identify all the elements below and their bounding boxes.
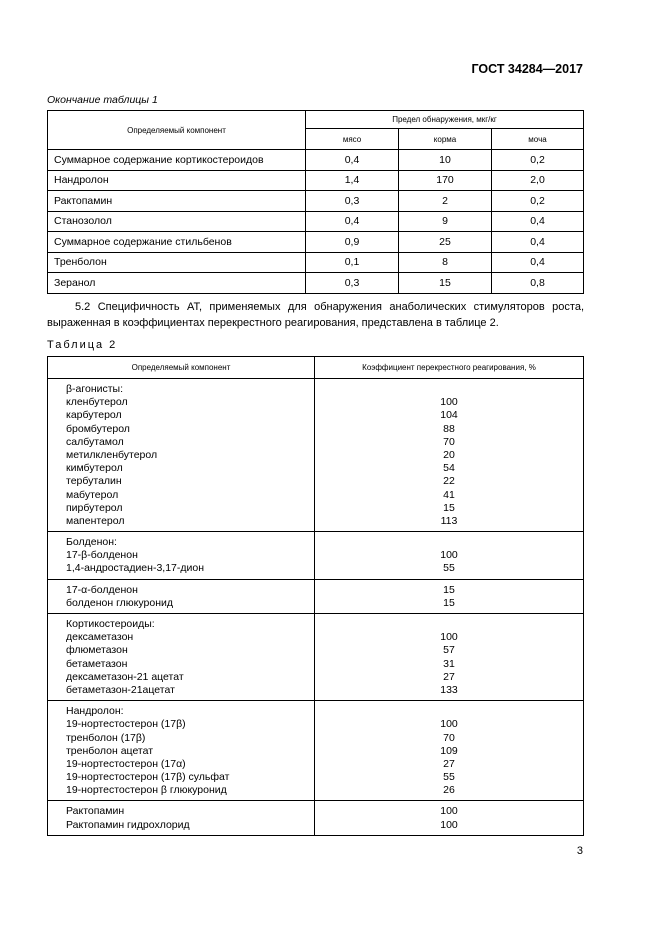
value-urine: 0,4 xyxy=(492,232,584,253)
value-meat: 0,4 xyxy=(306,211,399,232)
component-names-cell xyxy=(48,579,315,613)
coefficient-value: 27 xyxy=(443,757,455,770)
component-name: салбутамол xyxy=(66,435,124,448)
component-name: 17-α-болденон xyxy=(66,583,138,596)
table2-header-coefficient: Коэффициент перекрестного реагирования, % xyxy=(315,357,584,379)
component-name: тренболон (17β) xyxy=(66,731,146,744)
coefficient-value: 100 xyxy=(440,631,458,644)
table-row xyxy=(48,191,584,212)
component-name: 19-нортестостерон (17β) сульфат xyxy=(66,771,230,784)
table1-caption: Окончание таблицы 1 xyxy=(47,94,158,106)
component-names-cell xyxy=(48,801,315,835)
value-urine: 0,2 xyxy=(492,150,584,171)
coefficient-value: 88 xyxy=(443,422,455,435)
coefficient-value xyxy=(315,536,583,549)
table-row-group xyxy=(48,614,584,701)
component-name: бромбутерол xyxy=(66,422,130,435)
paragraph-5-2: 5.2 Специфичность АТ, применяемых для обнаружения анаболических стимуляторов роста, выраженная в коэффициентах перекрестного реагирования, представлена в таблице 2. xyxy=(47,301,584,329)
coefficient-value: 100 xyxy=(440,718,458,731)
value-urine: 0,4 xyxy=(492,252,584,273)
component-name: флюметазон xyxy=(66,644,128,657)
component-name: 19-нортестостерон (17β) xyxy=(66,718,186,731)
coefficient-values-cell xyxy=(315,614,584,701)
component-name: бетаметазон xyxy=(66,657,128,670)
coefficient-value: 15 xyxy=(443,596,455,609)
coefficient-value: 100 xyxy=(440,396,458,409)
table1-header-meat: мясо xyxy=(306,129,399,150)
value-meat: 1,4 xyxy=(306,170,399,191)
table2-header-component: Определяемый компонент xyxy=(48,357,315,379)
component-name: Нандролон: xyxy=(66,705,124,718)
coefficient-value: 70 xyxy=(443,435,455,448)
table1-header-feed: корма xyxy=(399,129,492,150)
coefficient-value: 22 xyxy=(443,475,455,488)
coefficient-value: 31 xyxy=(443,657,455,670)
value-meat: 0,3 xyxy=(306,191,399,212)
coefficient-value: 100 xyxy=(440,805,458,818)
value-meat: 0,9 xyxy=(306,232,399,253)
component-name: 19-нортестостерон β глюкуронид xyxy=(66,784,227,797)
component-name: пирбутерол xyxy=(66,501,123,514)
component-name: β-агонисты: xyxy=(66,383,124,395)
value-meat: 0,1 xyxy=(306,252,399,273)
table-row xyxy=(48,232,584,253)
coefficient-values-cell xyxy=(315,379,584,532)
component-name: Рактопамин xyxy=(48,191,306,212)
table2-caption: Таблица 2 xyxy=(47,339,118,351)
component-names-cell xyxy=(48,614,315,701)
component-name: Рактопамин гидрохлорид xyxy=(66,818,190,831)
component-name: тербуталин xyxy=(66,475,122,488)
component-names-cell xyxy=(48,701,315,801)
table-row xyxy=(48,150,584,171)
coefficient-value: 55 xyxy=(443,771,455,784)
component-names-cell xyxy=(48,379,315,532)
component-name: 1,4-андростадиен-3,17-дион xyxy=(66,562,205,575)
value-feed: 8 xyxy=(399,252,492,273)
component-name: дексаметазон-21 ацетат xyxy=(66,670,184,683)
coefficient-value: 104 xyxy=(440,409,458,422)
table-row-group xyxy=(48,701,584,801)
component-name: дексаметазон xyxy=(66,631,134,644)
component-name: кимбутерол xyxy=(66,462,123,475)
component-name: кленбутерол xyxy=(66,396,128,409)
value-feed: 25 xyxy=(399,232,492,253)
component-name: Станозолол xyxy=(48,211,306,232)
value-meat: 0,4 xyxy=(306,150,399,171)
value-urine: 0,2 xyxy=(492,191,584,212)
coefficient-value: 20 xyxy=(443,448,455,461)
component-name: Кортикостероиды: xyxy=(66,618,155,630)
component-name: мабутерол xyxy=(66,488,119,501)
table-row-group xyxy=(48,379,584,532)
table-row xyxy=(48,170,584,191)
coefficient-value: 100 xyxy=(440,549,458,562)
coefficient-value: 15 xyxy=(443,583,455,596)
value-feed: 15 xyxy=(399,273,492,294)
value-meat: 0,3 xyxy=(306,273,399,294)
coefficient-value: 27 xyxy=(443,670,455,683)
component-name: Суммарное содержание стильбенов xyxy=(48,232,306,253)
component-name: Рактопамин xyxy=(66,805,125,818)
component-name: карбутерол xyxy=(66,409,122,422)
coefficient-values-cell xyxy=(315,701,584,801)
component-name: Болденон: xyxy=(66,536,117,549)
coefficient-value: 15 xyxy=(443,501,455,514)
value-feed: 10 xyxy=(399,150,492,171)
coefficient-value: 109 xyxy=(440,744,458,757)
component-name: Нандролон xyxy=(48,170,306,191)
component-name: Суммарное содержание кортикостероидов xyxy=(48,150,306,171)
coefficient-value xyxy=(315,705,583,718)
coefficient-value: 41 xyxy=(443,488,455,501)
table1-header-detection-limit: Предел обнаружения, мкг/кг xyxy=(306,111,584,129)
table-row-group xyxy=(48,579,584,613)
coefficient-value: 133 xyxy=(440,683,458,696)
coefficient-value: 55 xyxy=(443,562,455,575)
component-name: болденон глюкуронид xyxy=(66,596,173,609)
table2 xyxy=(47,356,584,836)
value-urine: 0,4 xyxy=(492,211,584,232)
coefficient-value: 70 xyxy=(443,731,455,744)
component-names-cell xyxy=(48,532,315,580)
component-name: бетаметазон-21ацетат xyxy=(66,683,175,696)
component-name: тренболон ацетат xyxy=(66,744,154,757)
coefficient-value: 113 xyxy=(440,514,458,527)
component-name: 17-β-болденон xyxy=(66,549,138,562)
component-name: Тренболон xyxy=(48,252,306,273)
component-name: Зеранол xyxy=(48,273,306,294)
table1 xyxy=(47,110,584,294)
coefficient-value: 100 xyxy=(440,818,458,831)
value-feed: 170 xyxy=(399,170,492,191)
coefficient-values-cell xyxy=(315,579,584,613)
value-urine: 0,8 xyxy=(492,273,584,294)
table-row-group xyxy=(48,801,584,835)
document-code: ГОСТ 34284—2017 xyxy=(471,62,583,76)
value-urine: 2,0 xyxy=(492,170,584,191)
component-name: 19-нортестостерон (17α) xyxy=(66,757,186,770)
coefficient-values-cell xyxy=(315,801,584,835)
value-feed: 2 xyxy=(399,191,492,212)
coefficient-value: 26 xyxy=(443,784,455,797)
coefficient-values-cell xyxy=(315,532,584,580)
value-feed: 9 xyxy=(399,211,492,232)
coefficient-value: 54 xyxy=(443,462,455,475)
coefficient-value: 57 xyxy=(443,644,455,657)
table-row-group xyxy=(48,532,584,580)
component-name: мапентерол xyxy=(66,514,125,527)
page-number: 3 xyxy=(576,845,583,857)
table1-header-component: Определяемый компонент xyxy=(48,111,306,150)
table-row xyxy=(48,273,584,294)
coefficient-value xyxy=(315,383,583,396)
table-row xyxy=(48,252,584,273)
coefficient-value xyxy=(315,618,583,631)
table1-header-urine: моча xyxy=(492,129,584,150)
table-row xyxy=(48,211,584,232)
component-name: метилкленбутерол xyxy=(66,448,158,461)
